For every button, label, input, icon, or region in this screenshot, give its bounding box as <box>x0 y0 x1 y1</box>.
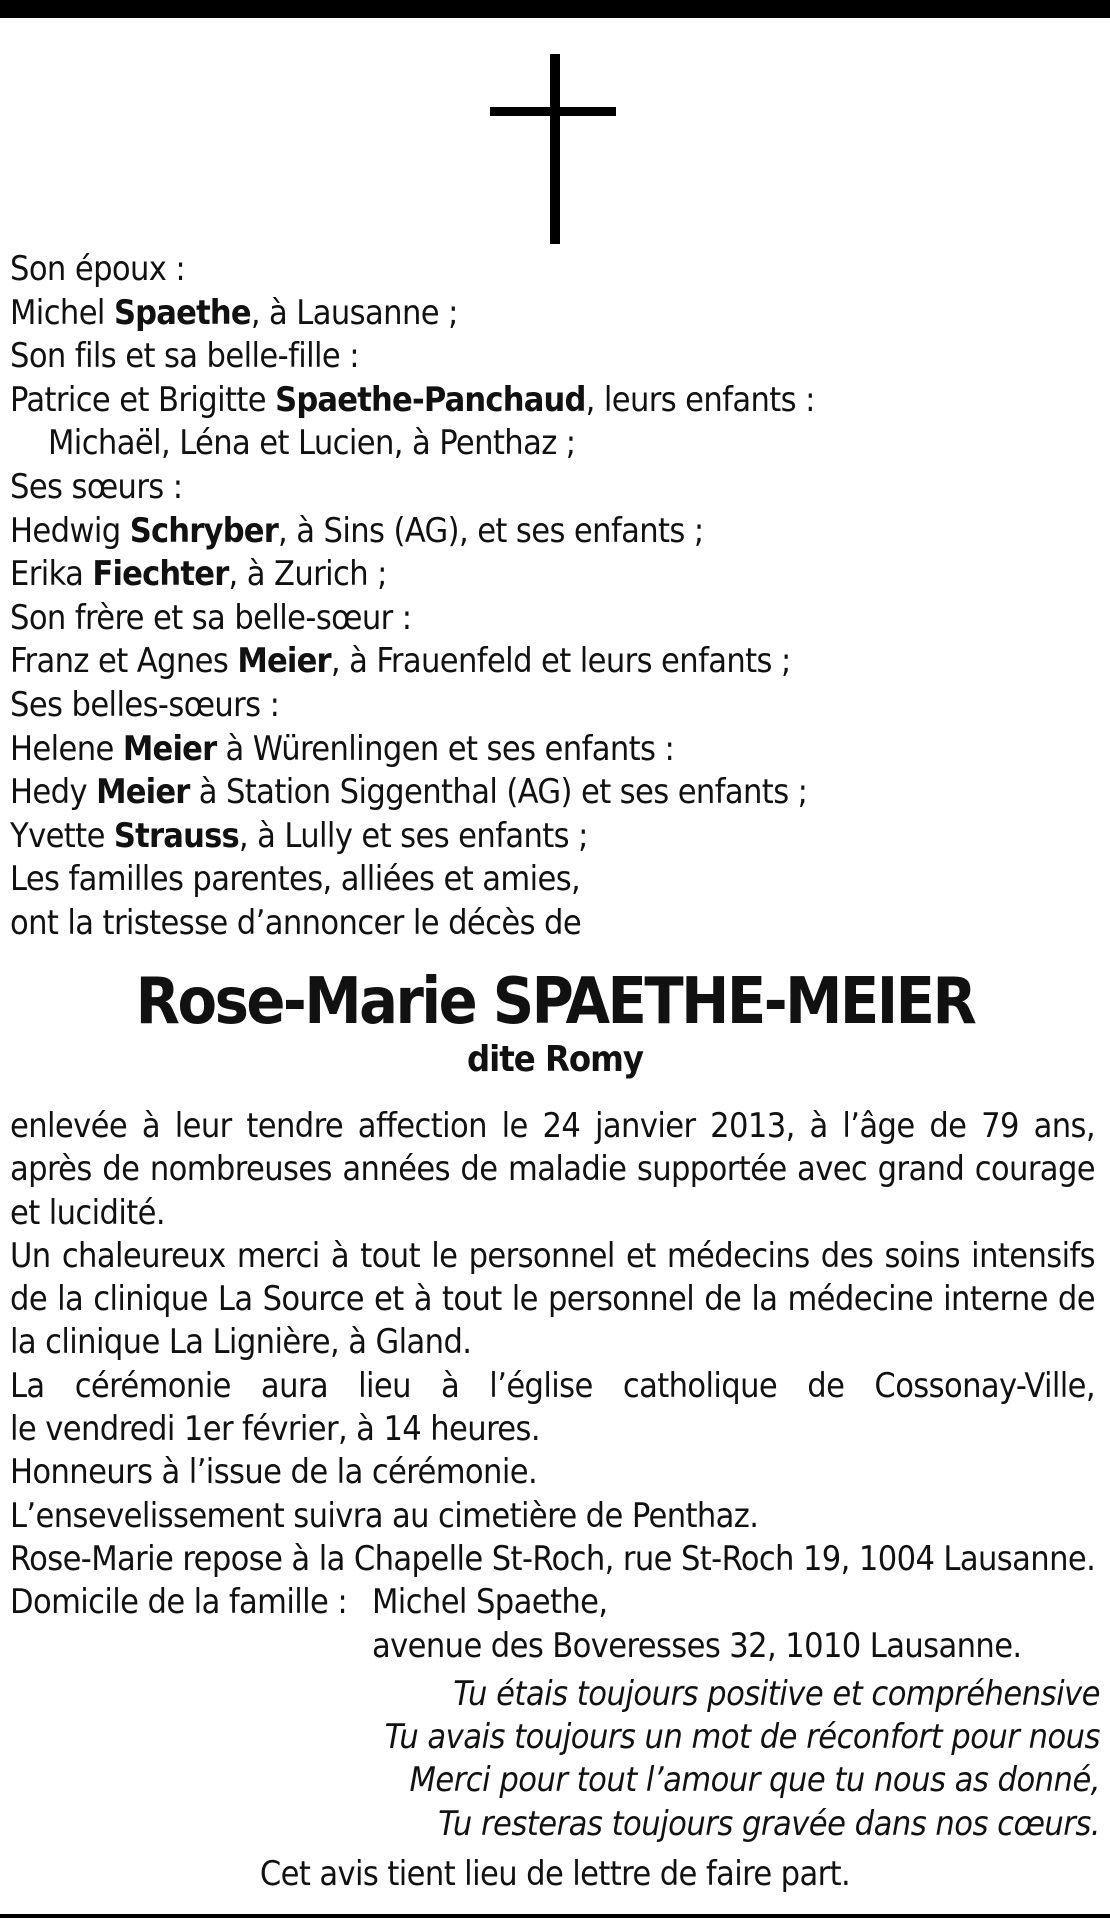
details-text <box>10 1105 1095 1668</box>
family-line: Michaël, Léna et Lucien, à Penthaz ; <box>48 423 576 464</box>
details-line: La cérémonie aura lieu à l’église catholique de Cossonay-Ville, <box>10 1365 1095 1406</box>
details-line: Un chaleureux merci à tout le personnel et médecins des soins intensifs <box>10 1235 1095 1276</box>
family-line: Les familles parentes, alliées et amies, <box>10 859 581 900</box>
family-line: Yvette Strauss, à Lully et ses enfants ; <box>10 815 588 856</box>
poem-line: Tu resteras toujours gravée dans nos cœurs. <box>438 1803 1100 1844</box>
poem-line: Merci pour tout l’amour que tu nous as donné, <box>409 1760 1100 1801</box>
family-list <box>10 248 1100 946</box>
poem-line: Tu avais toujours un mot de réconfort pour nous <box>384 1717 1100 1758</box>
poem <box>200 1673 1100 1846</box>
family-line: Hedwig Schryber, à Sins (AG), et ses enfants ; <box>10 510 704 551</box>
details-line: L’ensevelissement suivra au cimetière de Penthaz. <box>10 1495 759 1536</box>
family-line: ont la tristesse d’annoncer le décès de <box>10 902 582 943</box>
family-line: Ses sœurs : <box>10 466 183 507</box>
family-line: Ses belles-sœurs : <box>10 684 280 725</box>
family-line: Erika Fiechter, à Zurich ; <box>10 554 387 595</box>
details-line: enlevée à leur tendre affection le 24 janvier 2013, à l’âge de 79 ans, <box>10 1106 1095 1146</box>
poem-line: Tu étais toujours positive et compréhensive <box>453 1674 1100 1714</box>
family-line: Helene Meier à Würenlingen et ses enfants : <box>10 728 675 769</box>
family-line: Son frère et sa belle-sœur : <box>10 597 412 638</box>
top-border-rule <box>0 0 1110 18</box>
family-line: Patrice et Brigitte Spaethe-Panchaud, leurs enfants : <box>10 379 815 420</box>
family-line: Franz et Agnes Meier, à Frauenfeld et leurs enfants ; <box>10 641 791 682</box>
deceased-nickname: dite Romy <box>466 1039 644 1080</box>
domicile-address-line-1: Michel Spaethe, <box>372 1582 608 1623</box>
details-line: la clinique La Lignière, à Gland. <box>10 1322 472 1363</box>
family-line: Son époux : <box>10 249 186 289</box>
deceased-name: Rose-Marie SPAETHE-MEIER <box>135 965 975 1039</box>
closing-note: Cet avis tient lieu de lettre de faire part. <box>259 1854 851 1894</box>
details-line: de la clinique La Source et à tout le personnel de la médecine interne de <box>10 1279 1095 1320</box>
details-line: le vendredi 1er février, à 14 heures. <box>10 1409 540 1450</box>
details-line: Honneurs à l’issue de la cérémonie. <box>10 1452 538 1493</box>
family-line: Michel Spaethe, à Lausanne ; <box>10 292 458 333</box>
cross-vertical-bar <box>550 54 560 244</box>
details-line: après de nombreuses années de maladie supportée avec grand courage <box>10 1149 1095 1190</box>
family-line: Hedy Meier à Station Siggenthal (AG) et ses enfants ; <box>10 772 808 813</box>
cross-horizontal-bar <box>490 107 616 116</box>
family-line: Son fils et sa belle-fille : <box>10 336 359 377</box>
domicile-label: Domicile de la famille : <box>10 1582 348 1623</box>
details-line: et lucidité. <box>10 1192 165 1233</box>
family-domicile <box>10 1581 1095 1668</box>
domicile-address-line-2: avenue des Boveresses 32, 1010 Lausanne. <box>372 1625 1022 1666</box>
details-line: Rose-Marie repose à la Chapelle St-Roch, rue St-Roch 19, 1004 Lausanne. <box>10 1538 1096 1579</box>
bottom-border-rule <box>0 1914 1110 1918</box>
